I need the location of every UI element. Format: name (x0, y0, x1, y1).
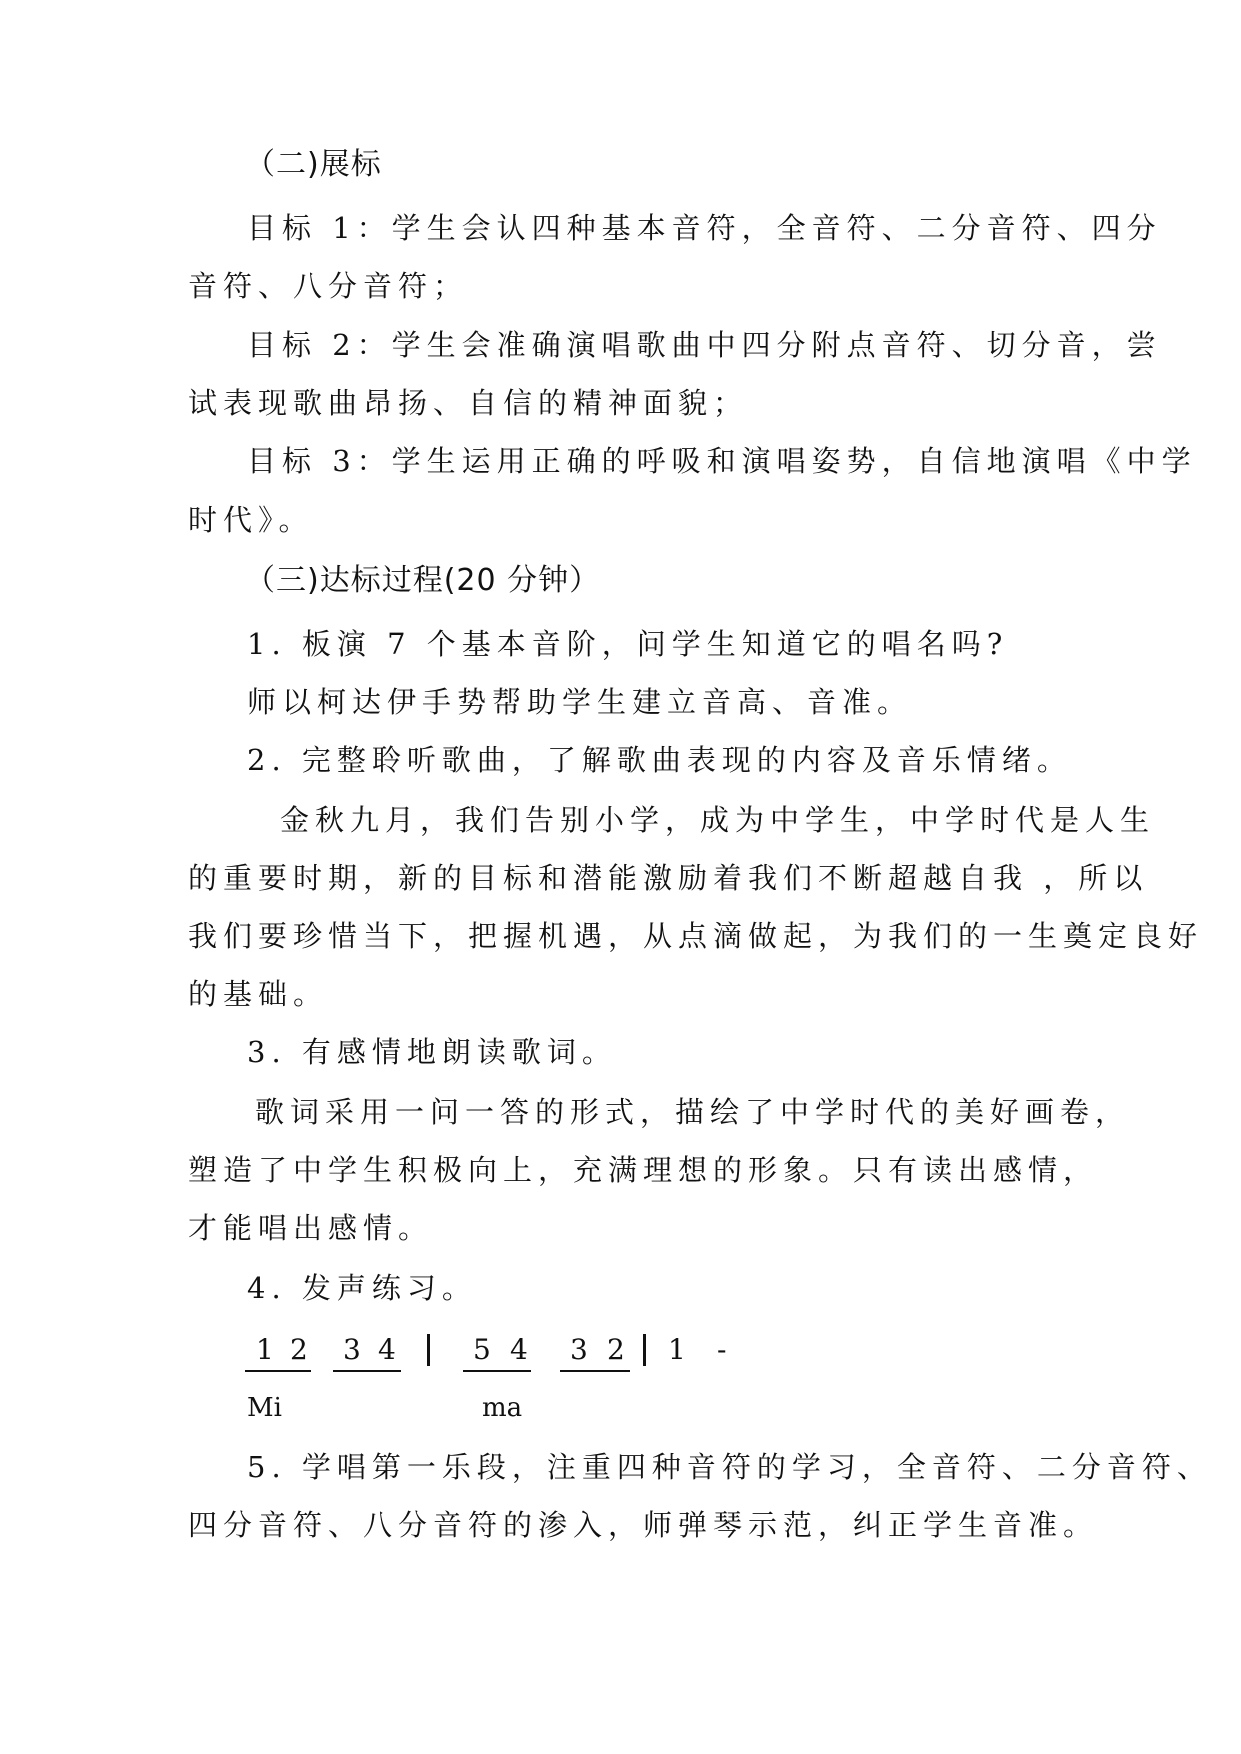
beam-underline (463, 1370, 531, 1372)
goal-3-line-2: 时代》。 (188, 503, 314, 537)
section-heading-3: （三)达标过程(20 分钟） (245, 563, 601, 598)
paragraph-1-line-3: 我们要珍惜当下，把握机遇，从点滴做起，为我们的一生奠定良好 (188, 919, 1204, 953)
step-3: 3. 有感情地朗读歌词。 (247, 1035, 617, 1069)
note: 4 (510, 1333, 528, 1366)
paragraph-2-line-2: 塑造了中学生积极向上，充满理想的形象。只有读出感情， (188, 1153, 1099, 1187)
section-heading-2: （二)展标 (245, 147, 382, 182)
note: - (717, 1333, 727, 1366)
beam-underline (560, 1370, 630, 1372)
goal-3-line-1: 目标 3：学生运用正确的呼吸和演唱姿势，自信地演唱《中学 (247, 444, 1197, 478)
paragraph-2-line-3: 才能唱出感情。 (188, 1211, 434, 1245)
note: 2 (290, 1333, 308, 1366)
syllable-ma: ma (482, 1393, 523, 1423)
note: 1 (668, 1333, 686, 1366)
note: 3 (343, 1333, 361, 1366)
step-1-note: 师以柯达伊手势帮助学生建立音高、音准。 (247, 685, 913, 719)
step-5-line-2: 四分音符、八分音符的渗入，师弹琴示范，纠正学生音准。 (188, 1508, 1099, 1542)
paragraph-2-line-1: 歌词采用一问一答的形式，描绘了中学时代的美好画卷， (255, 1095, 1131, 1129)
syllable-mi: Mi (247, 1393, 282, 1423)
goal-2-line-2: 试表现歌曲昂扬、自信的精神面貌； (188, 386, 749, 420)
paragraph-1-line-1: 金秋九月，我们告别小学，成为中学生，中学时代是人生 (280, 803, 1156, 837)
note: 5 (473, 1333, 491, 1366)
beam-underline (245, 1370, 311, 1372)
goal-1-line-2: 音符、八分音符； (188, 269, 469, 303)
paragraph-1-line-2: 的重要时期，新的目标和潜能激励着我们不断超越自我 ，所以 (188, 861, 1149, 895)
step-1: 1. 板演 7 个基本音阶，问学生知道它的唱名吗? (247, 627, 1009, 661)
step-2: 2. 完整聆听歌曲，了解歌曲表现的内容及音乐情绪。 (247, 743, 1072, 777)
goal-1-line-1: 目标 1：学生会认四种基本音符，全音符、二分音符、四分 (247, 211, 1162, 245)
paragraph-1-line-4: 的基础。 (188, 977, 329, 1011)
note: 1 (256, 1333, 274, 1366)
note: 3 (570, 1333, 588, 1366)
step-5-line-1: 5. 学唱第一乐段，注重四种音符的学习，全音符、二分音符、 (247, 1450, 1212, 1484)
bar-line (427, 1334, 430, 1366)
goal-2-line-1: 目标 2：学生会准确演唱歌曲中四分附点音符、切分音，尝 (247, 328, 1162, 362)
note: 4 (378, 1333, 396, 1366)
bar-line (643, 1334, 646, 1366)
note: 2 (607, 1333, 625, 1366)
beam-underline (333, 1370, 401, 1372)
step-4: 4. 发声练习。 (247, 1271, 477, 1305)
